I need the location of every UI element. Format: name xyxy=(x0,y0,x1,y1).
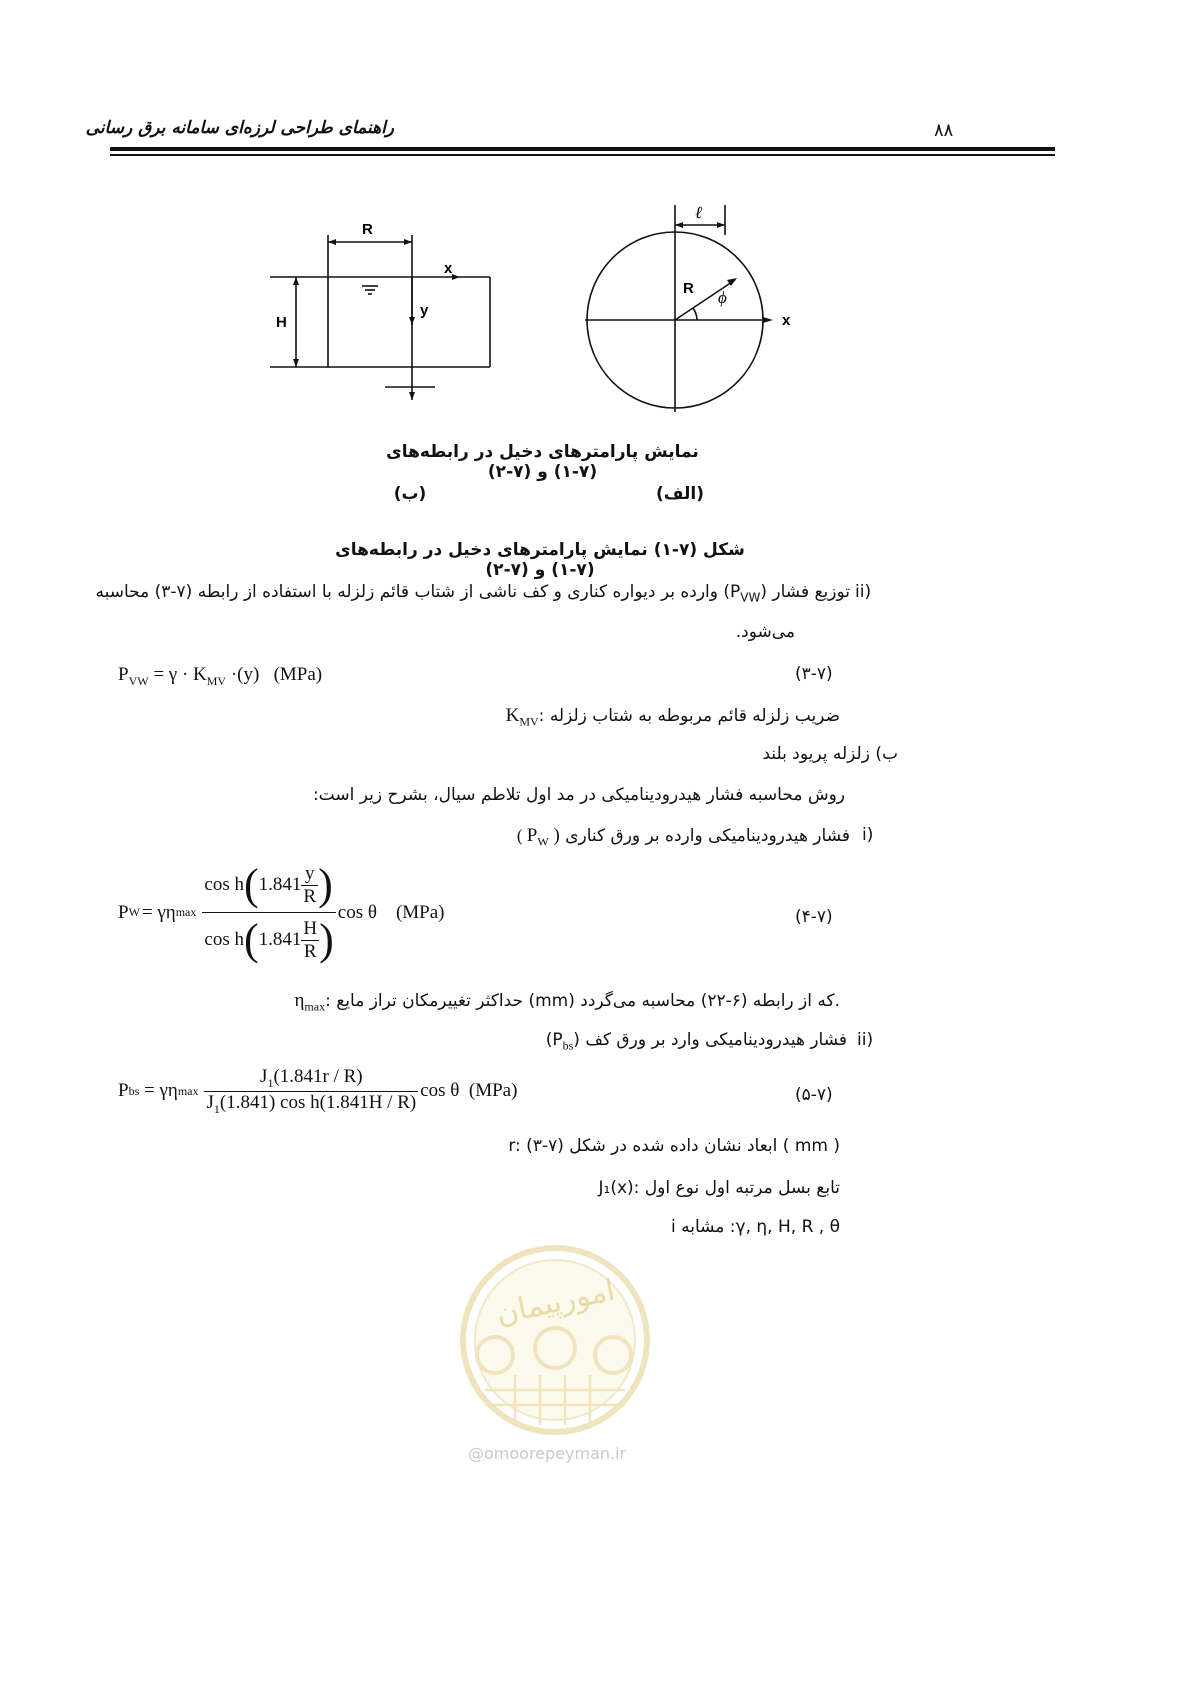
label-H: H xyxy=(276,314,287,331)
book-title: راهنمای طراحی لرزه‌ای سامانه برق رسانی xyxy=(85,118,394,138)
figure-label-alef: (الف) xyxy=(656,484,704,504)
watermark-logo-text: امورپیمان xyxy=(493,1272,618,1333)
item-i-sym2: ) xyxy=(516,826,527,845)
eq5-lhs-sub: bs xyxy=(128,1083,140,1098)
equation-number-7-5: (۵-۷) xyxy=(795,1085,833,1105)
eq5-denominator xyxy=(204,1091,418,1117)
item-ii-text xyxy=(95,582,850,605)
eq4-denominator: cos h ( 1.841 $\frac{H}{R}$ ) xyxy=(202,912,335,967)
equation-number-7-4: (۴-۷) xyxy=(795,907,833,927)
eq4-fraction xyxy=(202,858,335,967)
item-ii2-end: ) xyxy=(545,1030,553,1050)
item-ii-number: ii) xyxy=(855,582,872,602)
label-phi: ϕ xyxy=(718,288,727,307)
eq4-den-H: H xyxy=(303,917,318,939)
eq5-eq: = γη xyxy=(139,1080,178,1102)
eta-text: : حداکثر تغییرمکان تراز مایع (mm) که از رابطه (۶-۲۲) محاسبه می‌گردد. xyxy=(325,991,840,1011)
item-ii2-sub: bs xyxy=(562,1038,574,1053)
eq4-num-coef: 1.841 xyxy=(258,874,302,895)
eq5-fraction xyxy=(204,1066,418,1117)
figure-label-b: (ب) xyxy=(393,484,427,504)
kmv-definition xyxy=(440,705,840,729)
eq4-den-coef: 1.841 xyxy=(258,929,302,950)
page-number: ۸۸ xyxy=(934,120,954,141)
eq4-lhs: P xyxy=(118,901,129,923)
item-i-text xyxy=(450,825,850,849)
figure-caption: شکل (۷-۱) نمایش پارامترهای دخیل در رابطه‌های (۷-۱) و (۷-۲) xyxy=(335,540,745,580)
tank-elevation-diagram xyxy=(270,215,510,415)
item-i-label: فشار هیدرودینامیکی وارده بر ورق کناری xyxy=(565,826,850,846)
item-ii-sub: VW xyxy=(740,590,761,605)
label-R: R xyxy=(362,221,373,238)
eq5-numerator xyxy=(204,1066,418,1091)
similar-definition: i مشابه :γ, η, H, R , θ xyxy=(670,1217,840,1237)
eq3-lhs-sub: VW xyxy=(128,673,149,688)
eq5-den-j: J xyxy=(206,1091,214,1113)
eq5-den-rest: (1.841) cos h(1.841H / R) xyxy=(219,1091,417,1113)
item-ii-text-a: توزیع فشار (P xyxy=(730,582,850,602)
eq4-eq: = γη xyxy=(141,901,176,923)
eq4-numerator: cos h ( 1.841 $\frac{y}{R}$ ) xyxy=(204,860,333,909)
eq4-den-hr xyxy=(301,918,319,963)
at-icon: @ xyxy=(468,1444,484,1463)
tank-plan-diagram xyxy=(585,200,805,415)
item-ii2-number: ii) xyxy=(857,1030,874,1050)
item-ii-line2: می‌شود. xyxy=(735,622,795,642)
item-ii2-text xyxy=(447,1030,847,1053)
item-ii2-label: فشار هیدرودینامیکی وارد بر ورق کف (P xyxy=(552,1030,847,1050)
label-x-circle: x xyxy=(782,312,791,329)
equation-7-3 xyxy=(118,664,322,689)
eq5-num-sub: 1 xyxy=(267,1075,274,1090)
eq5-lhs: P xyxy=(118,1080,129,1102)
watermark-site xyxy=(468,1444,626,1463)
header-rule-thin xyxy=(110,154,1055,156)
method-text: روش محاسبه فشار هیدرودینامیکی در مد اول تلاطم سیال، بشرح زیر است: xyxy=(312,785,845,805)
eq3-rhs-sub: MV xyxy=(206,673,227,688)
label-R-circle: R xyxy=(683,280,694,297)
equation-7-5 xyxy=(118,1066,517,1117)
eq4-den-cosh: cos h xyxy=(204,929,244,950)
eq4-den-R: R xyxy=(301,940,319,963)
label-y: y xyxy=(420,302,429,319)
figure-inner-caption: نمایش پارامترهای دخیل در رابطه‌های (۷-۱) و (۷-۲) xyxy=(386,442,699,482)
eq4-lhs-sub: W xyxy=(128,905,140,919)
eq5-num-rest: (1.841r / R) xyxy=(273,1066,363,1087)
eq4-eq-sub: max xyxy=(175,905,197,919)
kmv-sub: MV xyxy=(519,714,539,729)
eq4-num-y: y xyxy=(304,862,315,884)
header-rule-thick xyxy=(110,147,1055,151)
r-definition: r: ابعاد نشان داده شده در شکل (۷-۳) ( mm ) xyxy=(508,1136,840,1156)
eq3-lhs: P xyxy=(118,664,129,685)
label-l: ℓ xyxy=(695,203,703,222)
eq5-num-j: J xyxy=(260,1066,268,1087)
eq4-num-cosh: cos h xyxy=(204,874,244,895)
j1-definition: J₁(x): تابع بسل مرتبه اول نوع اول xyxy=(598,1178,840,1198)
eq4-num-R: R xyxy=(303,885,317,907)
item-i-number: i) xyxy=(862,825,874,845)
item-ii-text-b: ) وارده بر دیواره کناری و کف ناشی از شتاب قائم زلزله با استفاده از رابطه (۷-۳) محاسبه xyxy=(95,582,731,602)
label-x: x xyxy=(444,260,453,277)
eq3-rhs2: ·(y) (MPa) xyxy=(226,664,323,685)
watermark-site-text: omoorepeyman.ir xyxy=(484,1444,627,1463)
eq5-den-sub: 1 xyxy=(213,1101,220,1116)
watermark-logo xyxy=(455,1240,655,1435)
equation-7-4 xyxy=(118,858,445,967)
eq5-tail: cos θ (MPa) xyxy=(420,1080,518,1102)
kmv-sym: K xyxy=(505,705,520,726)
eta-sub: max xyxy=(304,999,326,1014)
eq5-eq-sub: max xyxy=(177,1083,199,1098)
eq4-num-yr xyxy=(301,863,318,908)
eta-definition xyxy=(280,990,840,1014)
eta-sym: η xyxy=(294,990,305,1011)
item-i-sym: ( P xyxy=(526,825,560,846)
eq4-tail: cos θ (MPa) xyxy=(337,901,445,923)
equation-number-7-3: (۳-۷) xyxy=(795,664,833,684)
item-i-sub: W xyxy=(537,834,549,849)
kmv-text: : ضریب زلزله قائم مربوطه به شتاب زلزله xyxy=(538,706,840,726)
eq3-rhs: = γ · K xyxy=(148,664,207,685)
section-b-heading: ب) زلزله پریود بلند xyxy=(762,744,898,764)
